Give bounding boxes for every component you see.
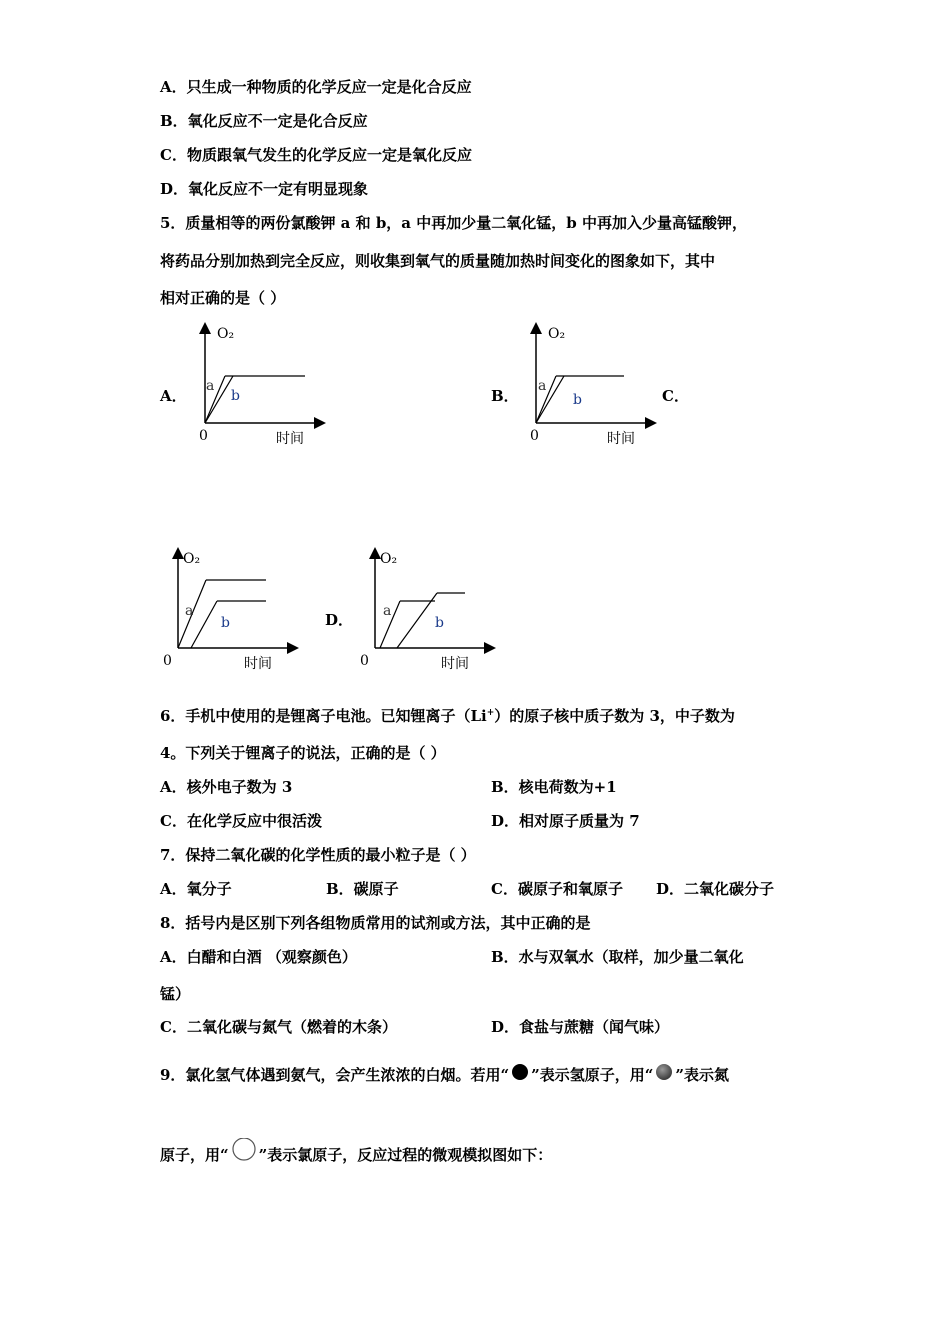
graph-c-origin: 0 [163,653,172,669]
graph-d-series-a: a [383,603,392,619]
graph-b-origin: 0 [530,428,539,444]
q6-superscript: + [486,708,495,718]
q4-option-a: A．只生成一种物质的化学反应一定是化合反应 [160,78,472,96]
q6-stem-part1: 6．手机中使用的是锂离子电池。已知锂离子（Li [160,707,487,725]
graph-a [190,320,330,450]
q7-option-c: C．碳原子和氧原子 [491,880,623,898]
q8-option-b-continued: 锰） [160,985,191,1003]
graph-c-series-b: b [221,615,230,631]
graph-b-y-label: O₂ [548,326,566,342]
graph-b-label: B． [491,387,519,405]
graph-c [158,545,303,675]
graph-b-series-a: a [538,378,547,394]
q9-text-2: ”表示氢原子，用“ [531,1066,654,1084]
graph-d-label: D． [325,611,354,629]
q5-stem-line2: 将药品分别加热到完全反应，则收集到氧气的质量随加热时间变化的图象如下，其中 [160,252,716,270]
graph-a-y-label: O₂ [217,326,235,342]
graph-d-series-b: b [435,615,444,631]
q7-option-b: B．碳原子 [326,880,399,898]
graph-c-y-label: O₂ [183,551,201,567]
graph-a-series-a: a [206,378,215,394]
graph-a-x-label: 时间 [276,431,304,447]
chlorine-atom-icon [230,1138,258,1171]
q4-option-b: B．氧化反应不一定是化合反应 [160,112,368,130]
q8-option-d: D．食盐与蔗糖（闻气味） [491,1018,670,1036]
graph-d-origin: 0 [360,653,369,669]
q5-stem-line1: 5．质量相等的两份氯酸钾 a 和 b，a 中再加少量二氧化锰，b 中再加入少量高锰酸钾， [160,214,747,232]
q6-option-a: A．核外电子数为 3 [160,778,293,796]
graph-a-label: A． [160,387,187,405]
q5-stem-line3: 相对正确的是（ ） [160,289,286,307]
q8-stem: 8．括号内是区别下列各组物质常用的试剂或方法，其中正确的是 [160,914,591,932]
q9-text-4: 原子，用“ [160,1146,229,1164]
graph-c-label: C． [662,387,689,405]
q8-option-a: A．白醋和白酒 （观察颜色） [160,948,357,966]
q7-option-d: D．二氧化碳分子 [656,880,775,898]
q9-text-3: ”表示氮 [675,1066,729,1084]
q8-option-c: C．二氧化碳与氮气（燃着的木条） [160,1018,397,1036]
q6-stem-line2: 4。下列关于锂离子的说法，正确的是（ ） [160,744,446,762]
graph-d-x-label: 时间 [441,656,469,672]
q6-option-b: B．核电荷数为+1 [491,778,617,796]
q4-option-c: C．物质跟氧气发生的化学反应一定是氧化反应 [160,146,472,164]
graph-a-series-b: b [231,388,240,404]
graph-d [355,545,500,675]
q9-text-5: ”表示氯原子，反应过程的微观模拟图如下： [258,1146,553,1164]
q6-option-c: C．在化学反应中很活泼 [160,812,322,830]
graph-b-x-label: 时间 [607,431,635,447]
q6-stem-line1 [160,706,735,726]
nitrogen-atom-icon [654,1064,674,1091]
q6-stem-part2: ）的原子核中质子数为 3，中子数为 [494,707,735,725]
graph-b-series-b: b [573,392,582,408]
q9-stem-line2 [160,1138,552,1171]
graph-b [521,320,661,450]
graph-c-series-a: a [185,603,194,619]
hydrogen-atom-icon [510,1064,530,1091]
graph-d-y-label: O₂ [380,551,398,567]
graph-c-x-label: 时间 [244,656,272,672]
graph-a-origin: 0 [199,428,208,444]
q4-option-d: D．氧化反应不一定有明显现象 [160,180,369,198]
q9-stem-line1 [160,1064,729,1091]
q6-option-d: D．相对原子质量为 7 [491,812,640,830]
q7-option-a: A．氧分子 [160,880,232,898]
q8-option-b: B．水与双氧水（取样，加少量二氧化 [491,948,744,966]
q9-text-1: 9．氯化氢气体遇到氨气，会产生浓浓的白烟。若用“ [160,1066,510,1084]
q7-stem: 7．保持二氧化碳的化学性质的最小粒子是（ ） [160,846,476,864]
